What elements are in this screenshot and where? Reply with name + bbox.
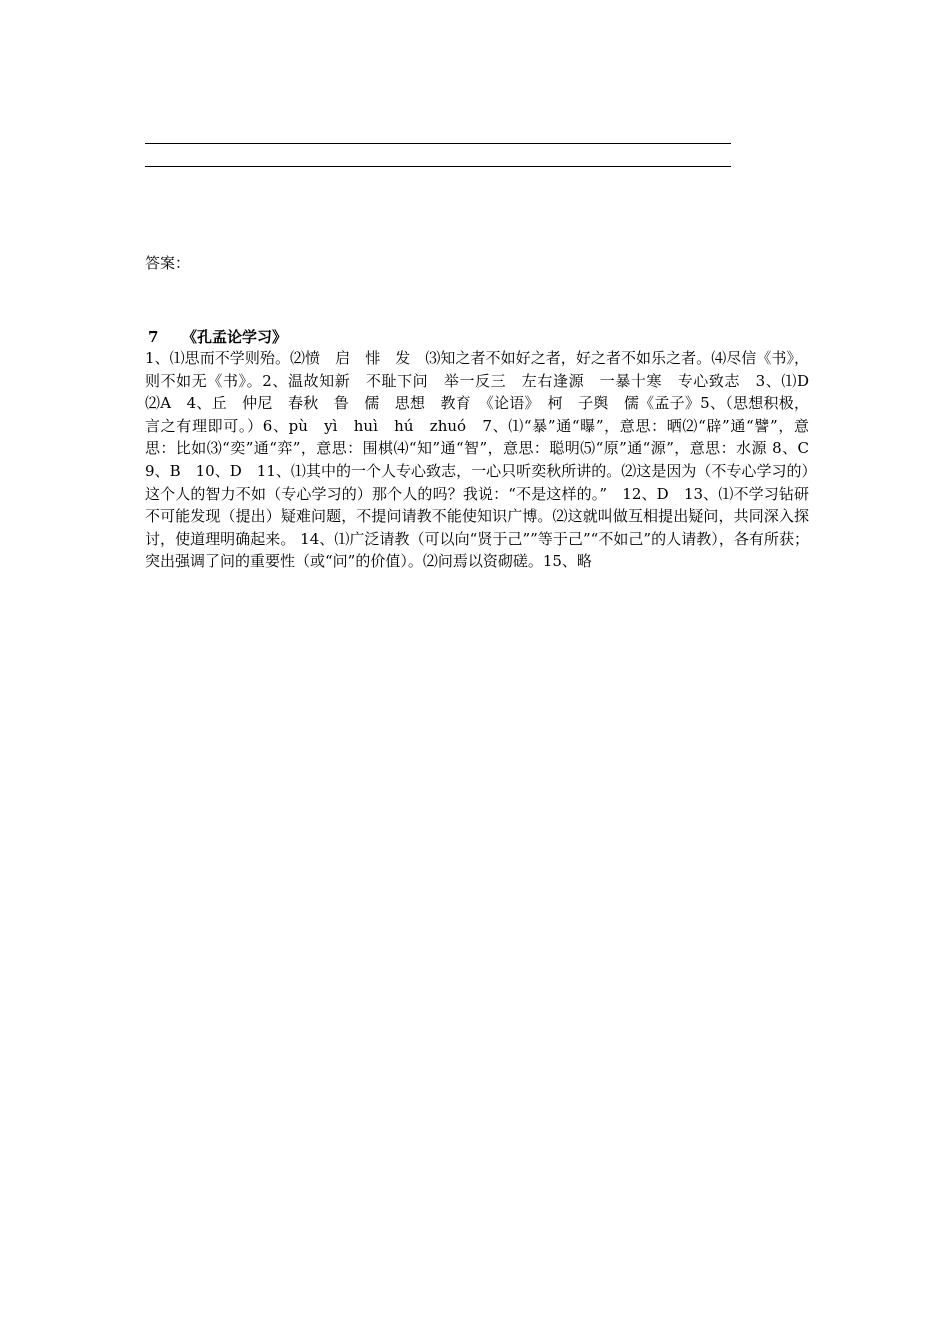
- section-heading: [148, 326, 287, 347]
- answer-blank-line-2: [145, 166, 731, 167]
- section-number: 7: [148, 328, 159, 346]
- section-title: 《孔孟论学习》: [182, 328, 288, 346]
- answer-body-text: 1、⑴思而不学则殆。⑵愤 启 悱 发 ⑶知之者不如好之者，好之者不如乐之者。⑷尽信《书》，则不如无《书》。2、温故知新 不耻下问 举一反三 左右逢源 一暴十寒 专心致志 3、⑴D ⑵A 4、丘 仲尼 春秋 鲁 儒 思想 教育 《论语》 柯 子舆 儒《孟子》5、（思想积极，言之有理即可。）6、pù yì huì hú zhuó 7、⑴“暴”通“曝”，意思：晒⑵“辟”通“譬”，意思：比如⑶“奕”通“弈”，意思：围棋⑷“知”通“智”，意思：聪明⑸“原”通“源”，意思：水源 8、C 9、B 10、D 11、⑴其中的一个人专心致志，一心只听奕秋所讲的。⑵这是因为（不专心学习的）这个人的智力不如（专心学习的）那个人的吗？我说：“不是这样的。” 12、D 13、⑴不学习钻研不可能发现（提出）疑难问题，不提问请教不能使知识广博。⑵这就叫做互相提出疑问，共同深入探讨，使道理明确起来。 14、⑴广泛请教（可以向“贤于己””等于己”“不如己”的人请教），各有所获；突出强调了问的重要性（或“问”的价值）。⑵问焉以资砌磋。15、略: [145, 349, 825, 571]
- answer-blank-line-1: [145, 143, 731, 144]
- answer-label: 答案：: [145, 254, 191, 272]
